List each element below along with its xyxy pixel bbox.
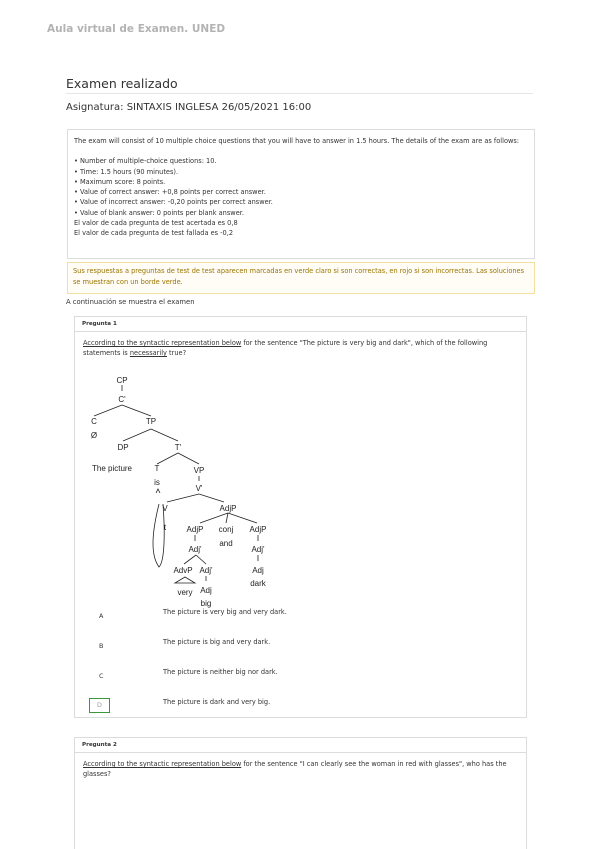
- exam-info-item: • Number of multiple-choice questions: 10.: [74, 157, 217, 166]
- option-b-letter[interactable]: B: [99, 642, 104, 650]
- page-title: Examen realizado: [66, 76, 178, 91]
- tree-node: C': [118, 395, 126, 404]
- tree-node: VP: [193, 466, 205, 475]
- exam-info-item: El valor de cada pregunta de test acertada es 0,8: [74, 219, 238, 228]
- exam-info-item: • Time: 1.5 hours (90 minutes).: [74, 167, 179, 176]
- tree-node: Adj: [252, 566, 264, 575]
- question-card: [74, 316, 527, 718]
- question-header: Pregunta 2: [75, 738, 526, 753]
- tree-node: AdjP: [219, 504, 237, 513]
- tree-node: The picture: [91, 464, 133, 473]
- tree-node: T': [174, 443, 182, 452]
- tree-node: Ø: [90, 431, 98, 440]
- option-c-text[interactable]: The picture is neither big nor dark.: [163, 668, 278, 676]
- option-a-text[interactable]: The picture is very big and very dark.: [163, 608, 287, 616]
- tree-node: very: [177, 588, 193, 597]
- tree-node: Adj: [200, 586, 212, 595]
- exam-info-item: • Value of incorrect answer: -0,20 points per correct answer.: [74, 198, 273, 207]
- tree-node: Adj': [188, 545, 202, 554]
- tree-node: C: [91, 417, 97, 426]
- site-title: Aula virtual de Examen. UNED: [47, 23, 226, 35]
- option-d-correct-marker[interactable]: D: [89, 698, 110, 713]
- tree-node: big: [200, 599, 212, 608]
- exam-info-intro: The exam will consist of 10 multiple choice questions that you will have to answer in 1.5 hours. The details of the exam are as follows:: [74, 137, 520, 145]
- option-c-letter[interactable]: C: [99, 672, 104, 680]
- tree-node: DP: [117, 443, 129, 452]
- syntax-tree-diagram: [79, 371, 289, 608]
- exam-info-item: • Value of blank answer: 0 points per blank answer.: [74, 208, 244, 217]
- tree-node: t: [163, 523, 167, 532]
- emphasis-text: necessarily: [129, 349, 167, 357]
- option-d-text[interactable]: The picture is dark and very big.: [163, 698, 271, 706]
- tree-node: V: [162, 504, 168, 513]
- exam-info-item: • Maximum score: 8 points.: [74, 177, 166, 186]
- tree-node: AdjP: [186, 525, 204, 534]
- title-divider: [66, 93, 533, 94]
- tree-node: CP: [116, 376, 128, 385]
- tree-node: is: [154, 478, 160, 487]
- tree-node: AdvP: [173, 566, 193, 575]
- question-card: [74, 737, 527, 849]
- tree-node: V': [195, 484, 203, 493]
- question-text: According to the syntactic representation below for the sentence "I can clearly see the woman in red with glasses", who has the glasses?: [83, 760, 507, 778]
- option-a-letter[interactable]: A: [99, 612, 104, 620]
- question-text-link: According to the syntactic representation below: [83, 339, 242, 347]
- answer-legend-notice: Sus respuestas a preguntas de test de test aparecen marcadas en verde claro si son correctas, en rojo si son incorrectas. Las soluciones se muestran con un borde verde.: [67, 262, 535, 294]
- tree-node: Adj': [199, 566, 213, 575]
- question-text-link: According to the syntactic representation below: [83, 760, 242, 768]
- tree-node: T: [154, 464, 160, 473]
- exam-info-box: [67, 129, 535, 259]
- tree-node: dark: [250, 579, 266, 588]
- question-text: According to the syntactic representation below for the sentence "The picture is very big and dark", which of the following statements is necessarily true?: [83, 339, 488, 357]
- exam-info-item: El valor de cada pregunta de test fallada es -0,2: [74, 229, 234, 238]
- subject-heading: Asignatura: SINTAXIS INGLESA 26/05/2021 16:00: [66, 102, 312, 113]
- tree-node: AdjP: [249, 525, 267, 534]
- tree-node: Adj': [251, 545, 265, 554]
- tree-node: conj: [218, 525, 234, 534]
- exam-info-item: • Value of correct answer: +0,8 points per correct answer.: [74, 188, 266, 197]
- question-header: Pregunta 1: [75, 317, 526, 332]
- option-b-text[interactable]: The picture is big and very dark.: [163, 638, 271, 646]
- tree-node: TP: [145, 417, 157, 426]
- tree-node: and: [219, 539, 233, 548]
- exam-intro-text: A continuación se muestra el examen: [66, 298, 195, 306]
